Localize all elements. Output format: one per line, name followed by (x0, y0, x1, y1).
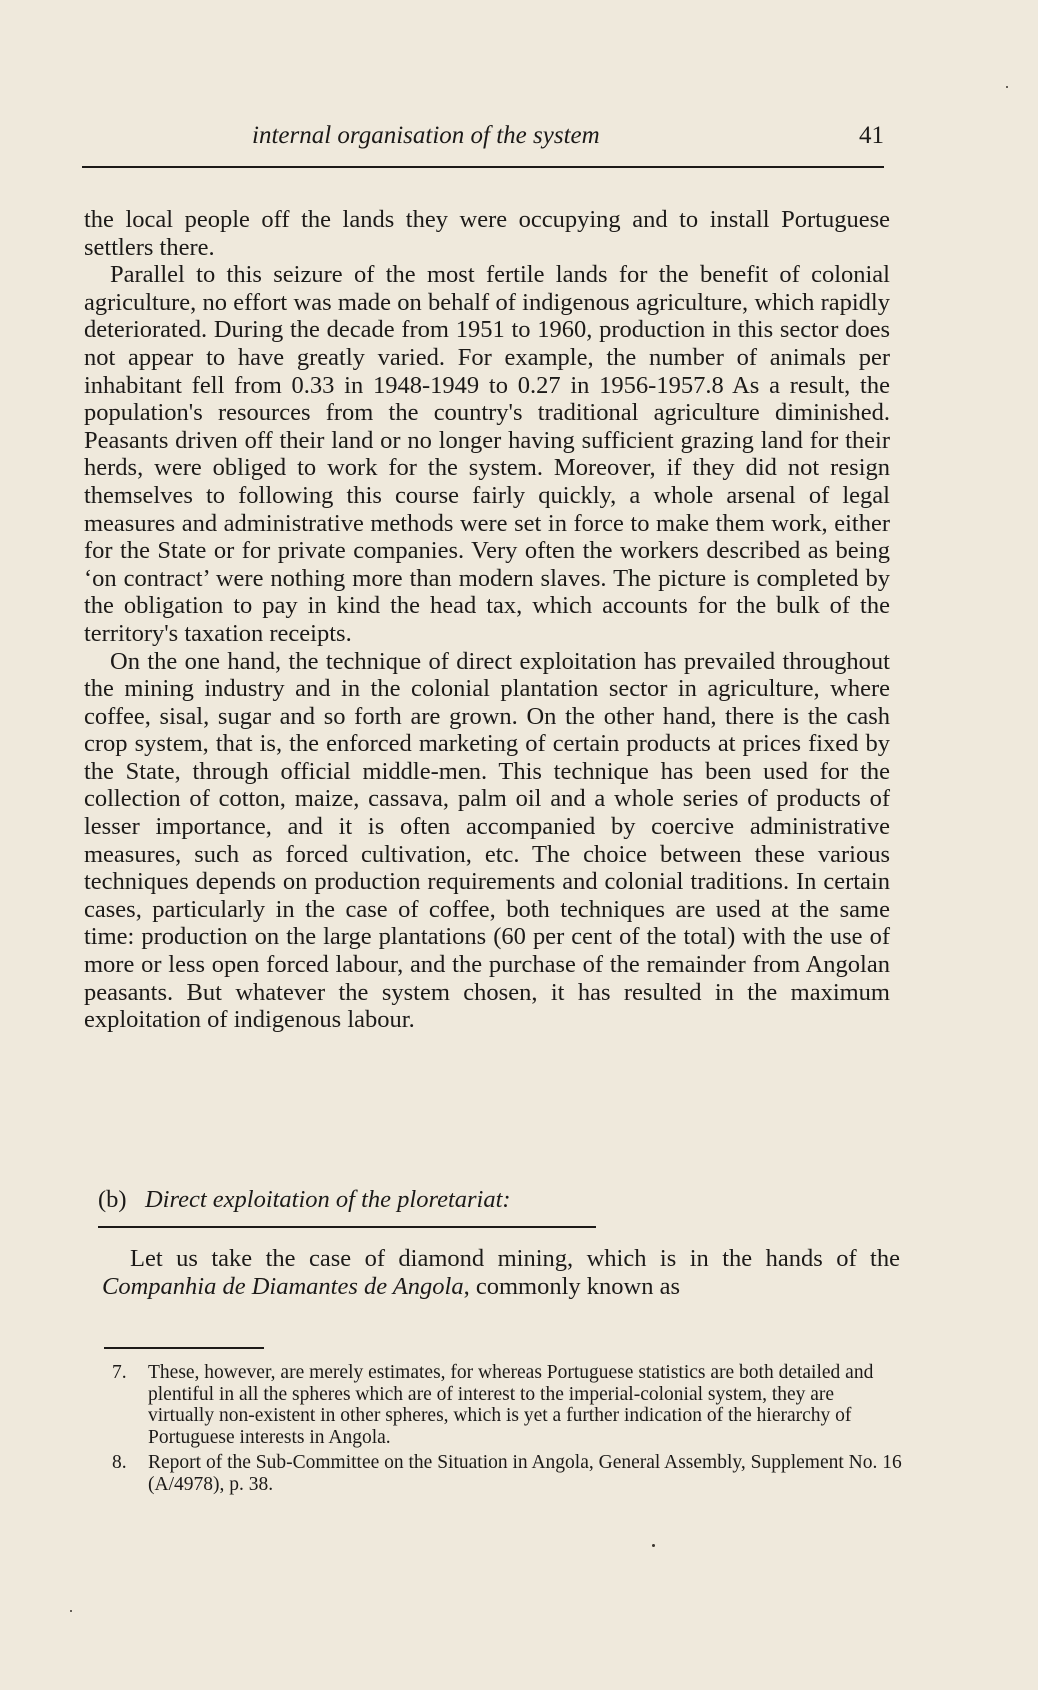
footnote-text: These, however, are merely estimates, for whereas Portuguese statistics are both detailed and plentiful in all the spheres which are of interest to the imperial-colonial system, they are virtually non-existent in other spheres, which is yet a further indication of the hierarchy of Portuguese interests in Angola. (148, 1362, 874, 1448)
paragraph-continued: the local people off the lands they were occupying and to install Portuguese settlers there. (84, 206, 890, 261)
footnote-8 (112, 1452, 904, 1495)
company-name: Companhia de Diamantes de Angola (102, 1272, 464, 1300)
section-heading (98, 1186, 511, 1214)
section-marker: (b) (98, 1186, 127, 1213)
diamond-outro: , commonly known as (463, 1272, 680, 1300)
paragraph-exploitation-techniques: On the one hand, the technique of direct exploitation has prevailed throughout the mining industry and in the colonial plantation sector in agriculture, where coffee, sisal, sugar and so forth are grown. On the other hand, there is the cash crop system, that is, the enforced marketing of certain products at prices fixed by the State, through official middle-men. This technique has been used for the collection of cotton, maize, cassava, palm oil and a whole series of products of lesser importance, and it is often accompanied by coercive administrative measures, such as forced cultivation, etc. The choice between these various techniques depends on production requirements and colonial traditions. In certain cases, particularly in the case of coffee, both techniques are used at the same time: production on the large plantations (60 per cent of the total) with the use of more or less open forced labour, and the purchase of the remainder from Angolan peasants. But whatever the system chosen, it has resulted in the maximum exploitation of indigenous labour. (84, 647, 890, 1034)
footnote-number: 8. (112, 1452, 127, 1473)
section-rule (98, 1226, 596, 1228)
page-number: 41 (859, 122, 884, 149)
section-body (102, 1245, 900, 1300)
footnotes (112, 1362, 904, 1499)
paper-speck (1006, 86, 1008, 88)
footnote-text: Report of the Sub-Committee on the Situation in Angola, General Assembly, Supplement No. 16 (A/4978), p. 38. (148, 1452, 902, 1495)
section-title: Direct exploitation of the ploretariat: (144, 1186, 511, 1213)
paper-speck (652, 1544, 655, 1547)
footnote-7 (112, 1362, 904, 1448)
diamond-intro: Let us take the case of diamond mining, which is in the hands of the (130, 1245, 900, 1272)
footnote-rule (104, 1347, 264, 1349)
paragraph-diamond-mining (102, 1245, 900, 1300)
paper-speck (70, 1610, 72, 1612)
running-head (82, 120, 884, 156)
running-title: internal organisation of the system (252, 122, 600, 149)
header-rule (82, 166, 884, 168)
paragraph-indigenous-agriculture: Parallel to this seizure of the most fertile lands for the benefit of colonial agriculture, no effort was made on behalf of indigenous agriculture, which rapidly deteriorated. During the decade from 1951 to 1960, production in this sector does not appear to have greatly varied. For example, the number of animals per inhabitant fell from 0.33 in 1948-1949 to 0.27 in 1956-1957.8 As a result, the population's resources from the country's traditional agriculture diminished. Peasants driven off their land or no longer having sufficient grazing land for their herds, were obliged to work for the system. Moreover, if they did not resign themselves to following this course fairly quickly, a whole arsenal of legal measures and administrative methods were set in force to make them work, either for the State or for private companies. Very often the workers described as being ‘on contract’ were nothing more than modern slaves. The picture is completed by the obligation to pay in kind the head tax, which accounts for the bulk of the territory's taxation receipts. (84, 261, 890, 647)
footnote-number: 7. (112, 1362, 127, 1383)
body-text (84, 206, 890, 1034)
